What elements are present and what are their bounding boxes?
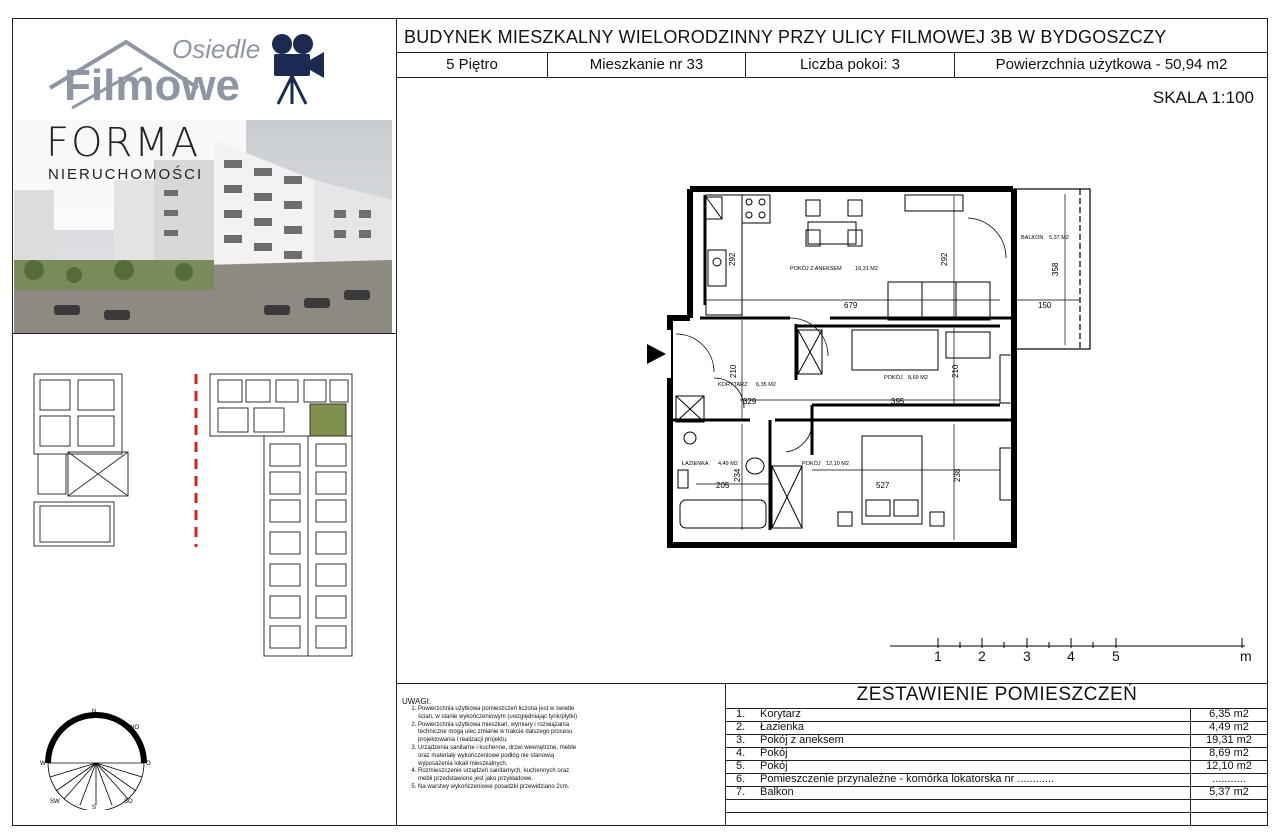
room-name: Pokój (760, 747, 788, 759)
room-num: 5. (736, 760, 746, 772)
label-korytarz: KORYTARZ (718, 382, 748, 388)
photo-bottom-line (12, 333, 396, 334)
room-row (726, 760, 1268, 773)
floor-plan (640, 180, 1100, 550)
dim-210b: 210 (951, 364, 960, 378)
room-area: 4,49 m2 (1209, 721, 1249, 733)
logo-script-text: Osiedle (172, 34, 261, 64)
room-area: 19,31 m2 (1206, 734, 1252, 746)
scale-unit: m (1240, 648, 1252, 664)
room-name: Balkon (760, 786, 794, 798)
room-num: 6. (736, 773, 746, 785)
room-num: 4. (736, 747, 746, 759)
room-row (726, 773, 1268, 786)
room-num: 7. (736, 786, 746, 798)
compass-no: NO (130, 725, 139, 731)
company-name: FORMA (46, 120, 201, 166)
room-row (726, 734, 1268, 747)
label-pokoj-aneks-area: 19,31 M2 (855, 266, 878, 272)
floor-label: 5 Piętro (446, 56, 498, 73)
area-label: Powierzchnia użytkowa - 50,94 m2 (995, 56, 1228, 73)
room-name: Łazienka (760, 721, 805, 733)
rooms-table-line (726, 812, 1268, 813)
outer-walls (670, 189, 1014, 545)
dim-527: 527 (876, 481, 890, 490)
label-pokoj-2: POKÓJ (802, 461, 821, 467)
room-row (726, 786, 1268, 799)
room-row (726, 747, 1268, 760)
note-item: 4. Rozmieszczenie urządzeń sanitarnych, kuchennych oraz mebli przedstawione jest jako przykładowe. (418, 768, 582, 784)
label-pokoj-1-area: 8,69 M2 (908, 375, 928, 381)
site-key-plan (30, 372, 360, 662)
logo-main-text: Filmowe (64, 61, 241, 110)
note-item: 1. Powierzchnia użytkowa pomieszczeń liczona jest w świetle ścian, w stanie wykończeniowym (uwzględniając tynk/płytki) (418, 706, 582, 722)
apartment-label: Mieszkanie nr 33 (589, 56, 704, 73)
header-bottom-line (396, 77, 1268, 78)
label-korytarz-area: 6,35 M2 (756, 382, 776, 388)
label-lazienka-area: 4,49 M2 (718, 461, 738, 467)
label-balkon-area: 5,37 M2 (1049, 235, 1069, 241)
rooms-table-line (726, 799, 1268, 800)
compass-so: SO (124, 799, 133, 805)
note-item: 5. Na warstwy wykończeniowe posadzki przewidziano 2cm. (418, 784, 582, 792)
building-title: BUDYNEK MIESZKALNY WIELORODZINNY PRZY ULICY FILMOWEJ 3B W BYDGOSZCZY (404, 27, 1167, 47)
company-subtitle: NIERUCHOMOŚCI (48, 166, 204, 183)
note-item: 3. Urządzenia sanitarne i kuchenne, drzwi wewnętrzne, meble oraz materiały wykończeniowe podłóg nie stanowią wyposażenia lokali mieszkalnych. (418, 745, 582, 768)
room-name: Pokój z aneksem (760, 734, 844, 746)
compass-sw: SW (50, 799, 60, 805)
dim-150: 150 (1038, 301, 1052, 310)
room-area: 5,37 m2 (1209, 786, 1249, 798)
room-name: Pokój (760, 760, 788, 772)
notes-title: UWAGI: (402, 697, 432, 706)
film-camera-icon (272, 34, 324, 104)
dim-292a: 292 (728, 252, 737, 266)
compass-n: N (92, 709, 97, 715)
room-area: ........... (1212, 773, 1246, 785)
dim-395: 395 (891, 397, 905, 406)
notes-list (402, 706, 582, 792)
scale-tick-2: 2 (978, 648, 986, 664)
compass-w: W (40, 761, 46, 767)
room-row (726, 721, 1268, 734)
dim-238: 238 (953, 468, 962, 482)
note-item: 2. Powierzchnia użytkowa mieszkań, wymiary i rozwiązania techniczne mogą ulec zmianie w trakcie dalszego procesu projektowania i realizacji projektu. (418, 722, 582, 745)
compass-s: S (92, 805, 97, 810)
room-area: 12,10 m2 (1206, 760, 1252, 772)
highlighted-unit (310, 404, 346, 436)
compass-rose (36, 705, 156, 810)
dim-292b: 292 (940, 252, 949, 266)
label-pokoj-1: POKÓJ (884, 375, 903, 381)
room-num: 3. (736, 734, 746, 746)
dim-234: 234 (733, 468, 742, 482)
room-row (726, 708, 1268, 721)
scale-tick-1: 1 (934, 648, 942, 664)
left-panel-divider (396, 18, 397, 826)
rooms-table-title: ZESTAWIENIE POMIESZCZEŃ (856, 684, 1138, 705)
rooms-count-label: Liczba pokoi: 3 (799, 56, 901, 73)
dim-679: 679 (844, 301, 858, 310)
label-lazienka: ŁAZIENKA (682, 461, 709, 467)
compass-o: O (146, 761, 151, 767)
scale-tick-3: 3 (1023, 648, 1031, 664)
scale-label: SKALA 1:100 (1152, 88, 1254, 107)
dim-205: 205 (716, 481, 730, 490)
scale-tick-5: 5 (1112, 648, 1120, 664)
room-name: Pomieszczenie przynależne - komórka lokatorska nr ............ (760, 773, 1055, 785)
osiedle-filmowe-logo (12, 18, 261, 120)
dim-210a: 210 (729, 364, 738, 378)
label-pokoj-2-area: 12,10 M2 (826, 461, 849, 467)
room-num: 2. (736, 721, 746, 733)
dim-358: 358 (1051, 262, 1060, 276)
label-balkon: BALKON (1021, 235, 1044, 241)
room-area: 8,69 m2 (1209, 747, 1249, 759)
room-name: Korytarz (760, 708, 801, 720)
dim-329: 329 (743, 397, 757, 406)
room-num: 1. (736, 708, 746, 720)
label-pokoj-aneks: POKÓJ Z ANEKSEM (790, 266, 842, 272)
scale-tick-4: 4 (1067, 648, 1075, 664)
room-area: 6,35 m2 (1209, 708, 1249, 720)
